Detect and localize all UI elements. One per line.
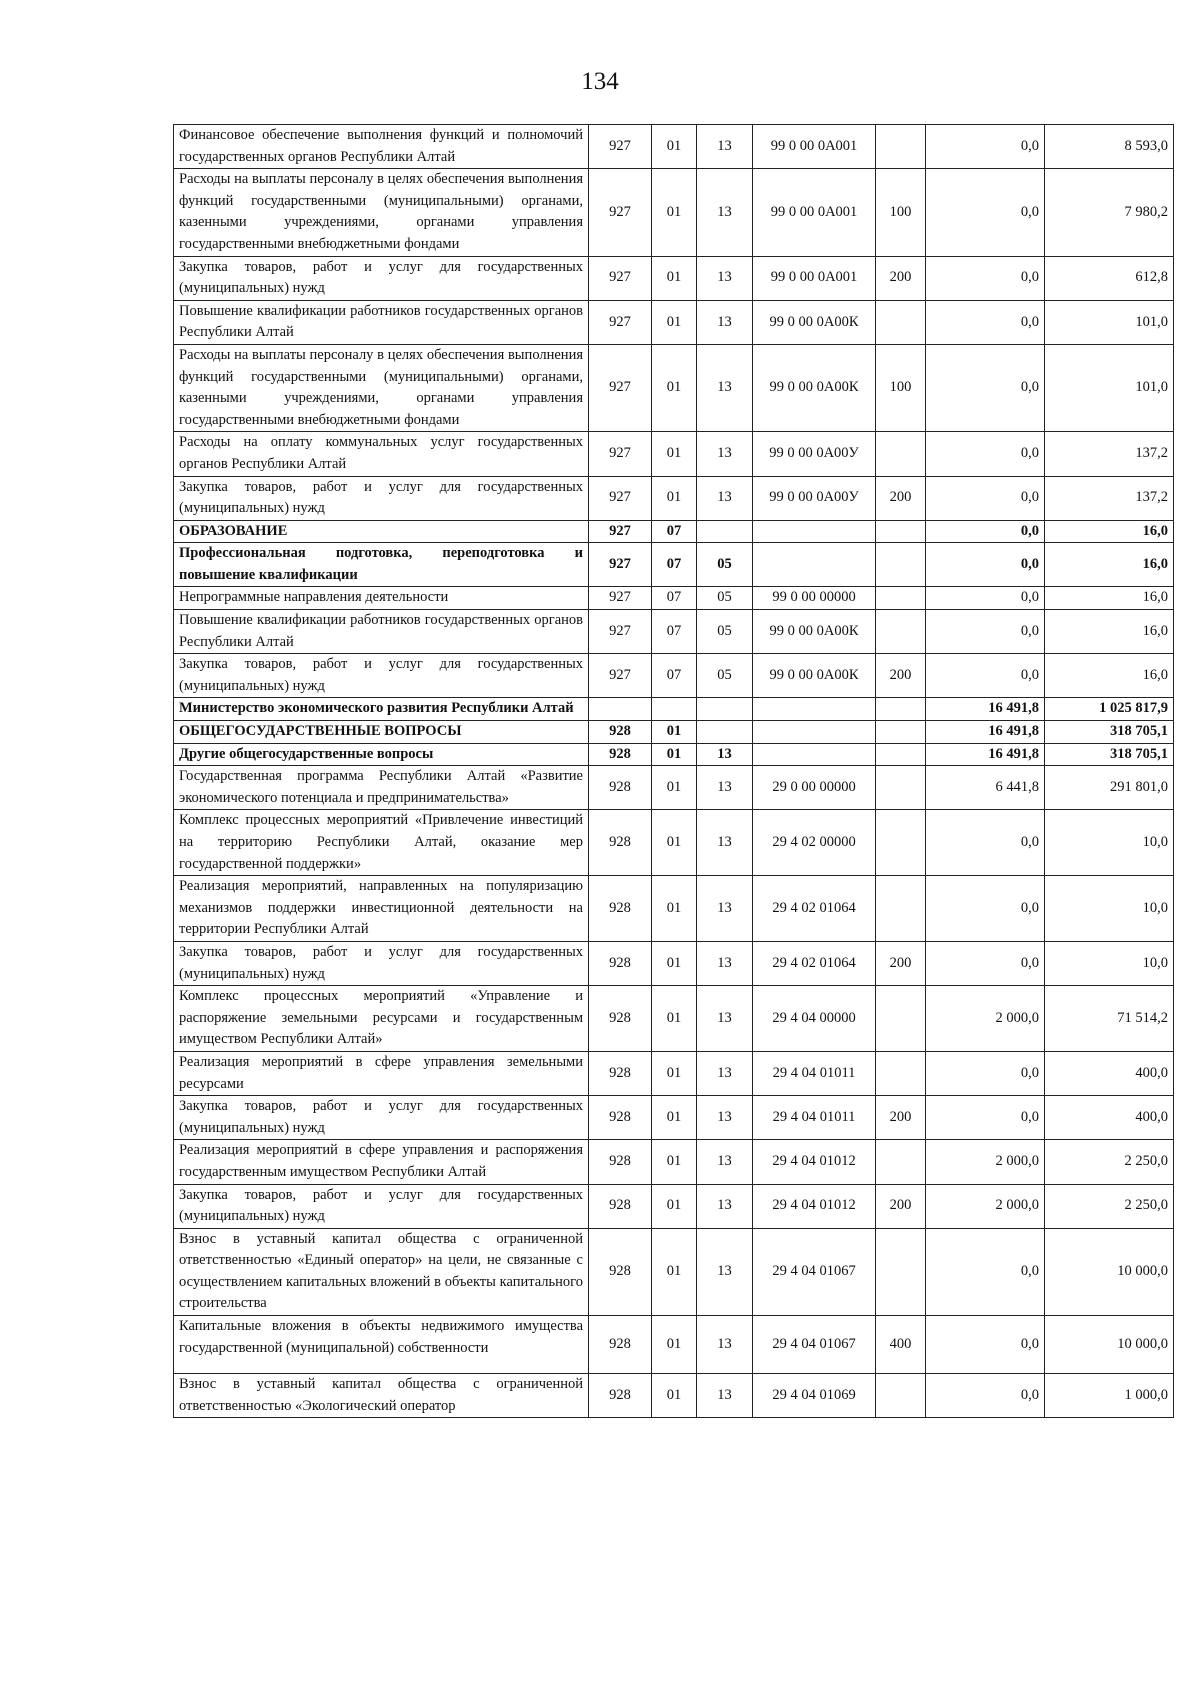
table-row (174, 476, 1174, 520)
amount-2-cell: 10,0 (1045, 876, 1174, 942)
grbs-cell: 928 (589, 743, 652, 766)
expense-type-cell: 100 (876, 344, 926, 431)
row-name-cell: Комплекс процессных мероприятий «Управление и распоряжение земельными ресурсами и государственным имуществом Республики Алтай» (174, 986, 589, 1052)
target-article-cell: 99 0 00 00000 (753, 587, 876, 610)
expense-type-cell: 200 (876, 1184, 926, 1228)
table-row (174, 941, 1174, 985)
subsection-cell: 05 (697, 610, 753, 654)
expense-type-cell (876, 587, 926, 610)
table-row (174, 1228, 1174, 1315)
section-cell: 01 (652, 743, 697, 766)
expense-type-cell (876, 300, 926, 344)
target-article-cell: 29 4 04 01067 (753, 1228, 876, 1315)
section-cell: 01 (652, 169, 697, 256)
amount-2-cell: 137,2 (1045, 432, 1174, 476)
table-row (174, 1184, 1174, 1228)
amount-1-cell: 0,0 (926, 654, 1045, 698)
amount-2-cell: 16,0 (1045, 654, 1174, 698)
table-row (174, 610, 1174, 654)
page-number: 134 (581, 68, 619, 95)
grbs-cell: 928 (589, 1316, 652, 1374)
expense-type-cell (876, 698, 926, 721)
table-row (174, 1316, 1174, 1374)
section-cell: 01 (652, 1096, 697, 1140)
amount-2-cell: 318 705,1 (1045, 721, 1174, 744)
table-row (174, 698, 1174, 721)
subsection-cell: 13 (697, 169, 753, 256)
amount-1-cell: 0,0 (926, 941, 1045, 985)
subsection-cell: 13 (697, 1228, 753, 1315)
subsection-cell: 05 (697, 654, 753, 698)
expense-type-cell: 200 (876, 654, 926, 698)
target-article-cell (753, 698, 876, 721)
grbs-cell: 928 (589, 810, 652, 876)
grbs-cell: 928 (589, 941, 652, 985)
section-cell (652, 698, 697, 721)
budget-table (173, 124, 1174, 1418)
expense-type-cell (876, 610, 926, 654)
row-name-cell: Расходы на выплаты персоналу в целях обеспечения выполнения функций государственными (муниципальными) органами, казенными учреждениями, органами управления государственными внебюджетными фондами (174, 344, 589, 431)
subsection-cell: 13 (697, 256, 753, 300)
target-article-cell (753, 520, 876, 543)
amount-1-cell: 0,0 (926, 256, 1045, 300)
amount-2-cell: 137,2 (1045, 476, 1174, 520)
amount-1-cell: 6 441,8 (926, 766, 1045, 810)
grbs-cell: 927 (589, 520, 652, 543)
grbs-cell: 927 (589, 125, 652, 169)
row-name-cell: Повышение квалификации работников государственных органов Республики Алтай (174, 610, 589, 654)
target-article-cell (753, 721, 876, 744)
amount-1-cell: 2 000,0 (926, 986, 1045, 1052)
target-article-cell: 99 0 00 0А00К (753, 344, 876, 431)
target-article-cell: 99 0 00 0А00У (753, 432, 876, 476)
section-cell: 01 (652, 810, 697, 876)
section-cell: 07 (652, 654, 697, 698)
expense-type-cell (876, 1228, 926, 1315)
target-article-cell: 29 4 02 00000 (753, 810, 876, 876)
target-article-cell: 29 4 04 01012 (753, 1184, 876, 1228)
table-row (174, 520, 1174, 543)
amount-1-cell: 0,0 (926, 610, 1045, 654)
amount-2-cell: 16,0 (1045, 543, 1174, 587)
amount-1-cell: 0,0 (926, 476, 1045, 520)
table-row (174, 876, 1174, 942)
grbs-cell: 927 (589, 169, 652, 256)
expense-type-cell: 200 (876, 941, 926, 985)
row-name-cell: Комплекс процессных мероприятий «Привлечение инвестиций на территорию Республики Алтай, оказание мер государственной поддержки» (174, 810, 589, 876)
target-article-cell: 99 0 00 0А001 (753, 125, 876, 169)
amount-1-cell: 0,0 (926, 1374, 1045, 1418)
expense-type-cell (876, 125, 926, 169)
expense-type-cell: 200 (876, 256, 926, 300)
amount-1-cell: 0,0 (926, 169, 1045, 256)
subsection-cell: 13 (697, 941, 753, 985)
row-name-cell: Закупка товаров, работ и услуг для государственных (муниципальных) нужд (174, 256, 589, 300)
section-cell: 07 (652, 587, 697, 610)
row-name-cell: Непрограммные направления деятельности (174, 587, 589, 610)
amount-2-cell: 16,0 (1045, 610, 1174, 654)
row-name-cell: Закупка товаров, работ и услуг для государственных (муниципальных) нужд (174, 1184, 589, 1228)
row-name-cell: Закупка товаров, работ и услуг для государственных (муниципальных) нужд (174, 654, 589, 698)
expense-type-cell: 400 (876, 1316, 926, 1374)
amount-2-cell: 101,0 (1045, 300, 1174, 344)
amount-1-cell: 0,0 (926, 1228, 1045, 1315)
row-name-cell: Государственная программа Республики Алтай «Развитие экономического потенциала и предпринимательства» (174, 766, 589, 810)
row-name-cell: Взнос в уставный капитал общества с ограниченной ответственностью «Единый оператор» на цели, не связанные с осуществлением капитальных вложений в объекты капитального строительства (174, 1228, 589, 1315)
subsection-cell: 05 (697, 587, 753, 610)
table-row (174, 654, 1174, 698)
expense-type-cell (876, 1051, 926, 1095)
expense-type-cell: 100 (876, 169, 926, 256)
target-article-cell: 99 0 00 0А00К (753, 610, 876, 654)
section-cell: 01 (652, 876, 697, 942)
row-name-cell: Закупка товаров, работ и услуг для государственных (муниципальных) нужд (174, 476, 589, 520)
amount-2-cell: 2 250,0 (1045, 1184, 1174, 1228)
table-row (174, 300, 1174, 344)
target-article-cell: 29 4 04 01069 (753, 1374, 876, 1418)
amount-1-cell: 0,0 (926, 1316, 1045, 1374)
table-row (174, 721, 1174, 744)
subsection-cell (697, 698, 753, 721)
section-cell: 07 (652, 543, 697, 587)
amount-1-cell: 0,0 (926, 125, 1045, 169)
grbs-cell: 928 (589, 876, 652, 942)
row-name-cell: Министерство экономического развития Республики Алтай (174, 698, 589, 721)
amount-2-cell: 400,0 (1045, 1096, 1174, 1140)
grbs-cell (589, 698, 652, 721)
amount-2-cell: 10 000,0 (1045, 1228, 1174, 1315)
expense-type-cell (876, 432, 926, 476)
expense-type-cell (876, 876, 926, 942)
table-row (174, 1096, 1174, 1140)
amount-1-cell: 0,0 (926, 344, 1045, 431)
grbs-cell: 928 (589, 986, 652, 1052)
subsection-cell: 13 (697, 876, 753, 942)
amount-1-cell: 0,0 (926, 432, 1045, 476)
amount-2-cell: 2 250,0 (1045, 1140, 1174, 1184)
subsection-cell: 13 (697, 743, 753, 766)
target-article-cell (753, 543, 876, 587)
grbs-cell: 928 (589, 1051, 652, 1095)
expense-type-cell (876, 766, 926, 810)
amount-2-cell: 612,8 (1045, 256, 1174, 300)
section-cell: 01 (652, 1228, 697, 1315)
target-article-cell: 99 0 00 0А00У (753, 476, 876, 520)
grbs-cell: 927 (589, 256, 652, 300)
table-row (174, 432, 1174, 476)
grbs-cell: 927 (589, 432, 652, 476)
table-row (174, 587, 1174, 610)
section-cell: 01 (652, 125, 697, 169)
expense-type-cell (876, 810, 926, 876)
table-row (174, 344, 1174, 431)
section-cell: 01 (652, 1184, 697, 1228)
row-name-cell: ОБЩЕГОСУДАРСТВЕННЫЕ ВОПРОСЫ (174, 721, 589, 744)
target-article-cell: 29 4 04 00000 (753, 986, 876, 1052)
table-row (174, 1374, 1174, 1418)
target-article-cell (753, 743, 876, 766)
row-name-cell: Повышение квалификации работников государственных органов Республики Алтай (174, 300, 589, 344)
table-row (174, 1051, 1174, 1095)
target-article-cell: 29 0 00 00000 (753, 766, 876, 810)
amount-2-cell: 7 980,2 (1045, 169, 1174, 256)
grbs-cell: 927 (589, 476, 652, 520)
section-cell: 01 (652, 1316, 697, 1374)
subsection-cell: 13 (697, 1140, 753, 1184)
table-row (174, 125, 1174, 169)
subsection-cell: 13 (697, 1051, 753, 1095)
grbs-cell: 928 (589, 721, 652, 744)
table-row (174, 810, 1174, 876)
amount-1-cell: 2 000,0 (926, 1184, 1045, 1228)
target-article-cell: 29 4 04 01011 (753, 1096, 876, 1140)
table-row (174, 743, 1174, 766)
subsection-cell: 13 (697, 344, 753, 431)
section-cell: 01 (652, 476, 697, 520)
amount-1-cell: 0,0 (926, 1096, 1045, 1140)
row-name-cell: Реализация мероприятий в сфере управления и распоряжения государственным имуществом Республики Алтай (174, 1140, 589, 1184)
table-row (174, 1140, 1174, 1184)
grbs-cell: 928 (589, 1140, 652, 1184)
section-cell: 01 (652, 256, 697, 300)
amount-1-cell: 0,0 (926, 543, 1045, 587)
row-name-cell: Расходы на оплату коммунальных услуг государственных органов Республики Алтай (174, 432, 589, 476)
grbs-cell: 927 (589, 344, 652, 431)
amount-1-cell: 16 491,8 (926, 721, 1045, 744)
subsection-cell (697, 520, 753, 543)
target-article-cell: 99 0 00 0А001 (753, 169, 876, 256)
subsection-cell: 13 (697, 766, 753, 810)
amount-1-cell: 0,0 (926, 810, 1045, 876)
amount-2-cell: 16,0 (1045, 587, 1174, 610)
grbs-cell: 927 (589, 587, 652, 610)
amount-2-cell: 16,0 (1045, 520, 1174, 543)
table-row (174, 169, 1174, 256)
amount-1-cell: 16 491,8 (926, 743, 1045, 766)
grbs-cell: 928 (589, 1096, 652, 1140)
grbs-cell: 927 (589, 543, 652, 587)
expense-type-cell (876, 543, 926, 587)
row-name-cell: Закупка товаров, работ и услуг для государственных (муниципальных) нужд (174, 941, 589, 985)
amount-1-cell: 0,0 (926, 520, 1045, 543)
table-row (174, 256, 1174, 300)
expense-type-cell (876, 1374, 926, 1418)
section-cell: 01 (652, 300, 697, 344)
section-cell: 01 (652, 721, 697, 744)
expense-type-cell (876, 721, 926, 744)
row-name-cell: Закупка товаров, работ и услуг для государственных (муниципальных) нужд (174, 1096, 589, 1140)
subsection-cell: 13 (697, 1184, 753, 1228)
amount-2-cell: 10,0 (1045, 941, 1174, 985)
amount-1-cell: 2 000,0 (926, 1140, 1045, 1184)
grbs-cell: 927 (589, 300, 652, 344)
row-name-cell: Реализация мероприятий в сфере управления земельными ресурсами (174, 1051, 589, 1095)
subsection-cell: 13 (697, 810, 753, 876)
grbs-cell: 928 (589, 1374, 652, 1418)
grbs-cell: 928 (589, 1228, 652, 1315)
row-name-cell: Другие общегосударственные вопросы (174, 743, 589, 766)
amount-2-cell: 400,0 (1045, 1051, 1174, 1095)
row-name-cell: Реализация мероприятий, направленных на популяризацию механизмов поддержки инвестиционной деятельности на территории Республики Алтай (174, 876, 589, 942)
amount-1-cell: 0,0 (926, 587, 1045, 610)
subsection-cell: 13 (697, 432, 753, 476)
table-row (174, 766, 1174, 810)
expense-type-cell (876, 743, 926, 766)
row-name-cell (174, 1374, 589, 1418)
subsection-cell: 13 (697, 476, 753, 520)
table-row (174, 986, 1174, 1052)
grbs-cell: 928 (589, 766, 652, 810)
subsection-cell (697, 721, 753, 744)
amount-2-cell: 8 593,0 (1045, 125, 1174, 169)
expense-type-cell: 200 (876, 1096, 926, 1140)
amount-2-cell: 1 025 817,9 (1045, 698, 1174, 721)
section-cell: 07 (652, 610, 697, 654)
amount-2-cell: 71 514,2 (1045, 986, 1174, 1052)
grbs-cell: 927 (589, 610, 652, 654)
section-cell: 07 (652, 520, 697, 543)
target-article-cell: 29 4 04 01067 (753, 1316, 876, 1374)
amount-2-cell: 1 000,0 (1045, 1374, 1174, 1418)
amount-2-cell: 101,0 (1045, 344, 1174, 431)
amount-2-cell: 10 000,0 (1045, 1316, 1174, 1374)
row-name-cell: ОБРАЗОВАНИЕ (174, 520, 589, 543)
expense-type-cell (876, 520, 926, 543)
expense-type-cell: 200 (876, 476, 926, 520)
subsection-cell: 13 (697, 1374, 753, 1418)
target-article-cell: 99 0 00 0А00К (753, 654, 876, 698)
row-name-cell: Финансовое обеспечение выполнения функций и полномочий государственных органов Республики Алтай (174, 125, 589, 169)
table-row (174, 543, 1174, 587)
target-article-cell: 29 4 02 01064 (753, 941, 876, 985)
amount-1-cell: 16 491,8 (926, 698, 1045, 721)
grbs-cell: 928 (589, 1184, 652, 1228)
amount-2-cell: 291 801,0 (1045, 766, 1174, 810)
amount-1-cell: 0,0 (926, 300, 1045, 344)
grbs-cell: 927 (589, 654, 652, 698)
target-article-cell: 99 0 00 0А00К (753, 300, 876, 344)
section-cell: 01 (652, 941, 697, 985)
subsection-cell: 05 (697, 543, 753, 587)
section-cell: 01 (652, 1051, 697, 1095)
expense-type-cell (876, 986, 926, 1052)
section-cell: 01 (652, 1140, 697, 1184)
subsection-cell: 13 (697, 986, 753, 1052)
amount-1-cell: 0,0 (926, 876, 1045, 942)
subsection-cell: 13 (697, 125, 753, 169)
subsection-cell: 13 (697, 1096, 753, 1140)
section-cell: 01 (652, 432, 697, 476)
amount-2-cell: 10,0 (1045, 810, 1174, 876)
amount-1-cell: 0,0 (926, 1051, 1045, 1095)
amount-2-cell: 318 705,1 (1045, 743, 1174, 766)
section-cell: 01 (652, 766, 697, 810)
section-cell: 01 (652, 1374, 697, 1418)
target-article-cell: 29 4 04 01012 (753, 1140, 876, 1184)
section-cell: 01 (652, 986, 697, 1052)
row-name-cell: Расходы на выплаты персоналу в целях обеспечения выполнения функций государственными (муниципальными) органами, казенными учреждениями, органами управления государственными внебюджетными фондами (174, 169, 589, 256)
row-name-cell: Профессиональная подготовка, переподготовка и повышение квалификации (174, 543, 589, 587)
target-article-cell: 99 0 00 0А001 (753, 256, 876, 300)
row-name-text: Взнос в уставный капитал общества с ограниченной ответственностью «Экологический оператор (179, 1376, 583, 1414)
target-article-cell: 29 4 02 01064 (753, 876, 876, 942)
expense-type-cell (876, 1140, 926, 1184)
target-article-cell: 29 4 04 01011 (753, 1051, 876, 1095)
subsection-cell: 13 (697, 300, 753, 344)
section-cell: 01 (652, 344, 697, 431)
row-name-cell: Капитальные вложения в объекты недвижимого имущества государственной (муниципальной) собственности (174, 1316, 589, 1374)
subsection-cell: 13 (697, 1316, 753, 1374)
